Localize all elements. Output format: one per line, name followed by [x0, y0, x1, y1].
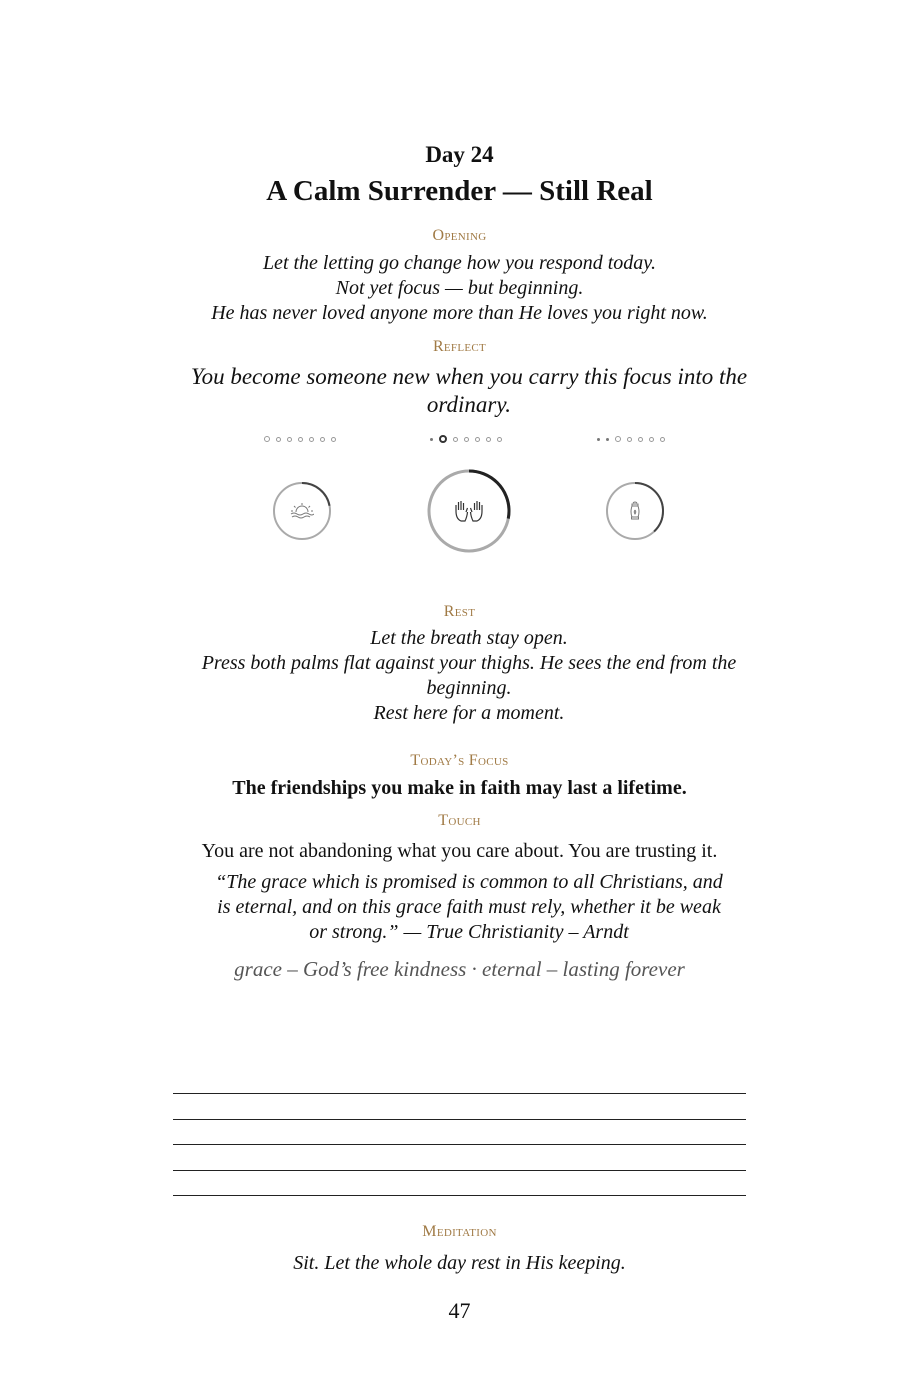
step-dot	[638, 437, 643, 442]
step-dots-2	[430, 433, 502, 445]
reflect-text: You become someone new when you carry this focus into the ordinary.	[190, 364, 748, 417]
journal-line[interactable]	[173, 1170, 746, 1171]
step-dot	[497, 437, 502, 442]
meditation-label: Meditation	[422, 1223, 497, 1240]
practice-step-lantern[interactable]	[605, 481, 665, 541]
focus-label: Today’s Focus	[410, 752, 509, 769]
step-dot	[627, 437, 632, 442]
step-dot	[453, 437, 458, 442]
step-dot	[660, 437, 665, 442]
focus-text: The friendships you make in faith may last a lifetime.	[232, 777, 687, 799]
step-dot	[320, 437, 325, 442]
step-dot	[331, 437, 336, 442]
page-title: A Calm Surrender — Still Real	[266, 175, 653, 207]
praying-hands-icon	[426, 468, 512, 554]
journal-line[interactable]	[173, 1195, 746, 1196]
step-dot	[464, 437, 469, 442]
journal-line[interactable]	[173, 1119, 746, 1120]
practice-step-sunrise[interactable]	[272, 481, 332, 541]
rest-label: Rest	[443, 603, 476, 620]
quote-text: “The grace which is promised is common to all Christians, and is eternal, and on this grace faith must rely, whether it be weak or strong.” — True Christianity – Arndt	[215, 871, 723, 943]
reflect-label: Reflect	[432, 338, 487, 355]
journal-line[interactable]	[173, 1093, 746, 1094]
opening-line: He has never loved anyone more than He loves you right now.	[211, 302, 708, 324]
journal-line[interactable]	[173, 1144, 746, 1145]
step-dot	[475, 437, 480, 442]
lantern-icon	[605, 481, 665, 541]
step-dot	[486, 437, 491, 442]
opening-line: Not yet focus — but beginning.	[335, 277, 584, 299]
step-dot	[309, 437, 314, 442]
opening-label: Opening	[432, 227, 487, 244]
step-dot	[649, 437, 654, 442]
rest-line: Let the breath stay open.	[370, 627, 568, 649]
touch-label: Touch	[438, 812, 481, 829]
opening-line: Let the letting go change how you respond today.	[262, 252, 657, 274]
step-dot	[606, 438, 609, 441]
touch-text: You are not abandoning what you care about. You are trusting it.	[201, 840, 718, 862]
step-dots-1	[264, 433, 336, 445]
step-dot	[276, 437, 281, 442]
page-number: 47	[448, 1298, 471, 1323]
step-dot-active	[439, 435, 447, 443]
sunrise-icon	[272, 481, 332, 541]
rest-text	[180, 626, 758, 726]
day-label: Day 24	[425, 142, 494, 167]
opening-text	[0, 251, 919, 326]
gloss-text: grace – God’s free kindness · eternal – lasting forever	[234, 957, 685, 981]
step-dot	[430, 438, 433, 441]
step-dot	[264, 436, 270, 442]
step-dot	[287, 437, 292, 442]
step-dot	[597, 438, 600, 441]
step-dot	[615, 436, 621, 442]
rest-line: Rest here for a moment.	[373, 702, 565, 724]
practice-step-hands[interactable]	[426, 468, 512, 554]
step-dot	[298, 437, 303, 442]
rest-line: Press both palms flat against your thighs. He sees the end from the beginning.	[201, 652, 737, 699]
step-dots-3	[597, 433, 665, 445]
meditation-text: Sit. Let the whole day rest in His keeping.	[293, 1252, 626, 1274]
